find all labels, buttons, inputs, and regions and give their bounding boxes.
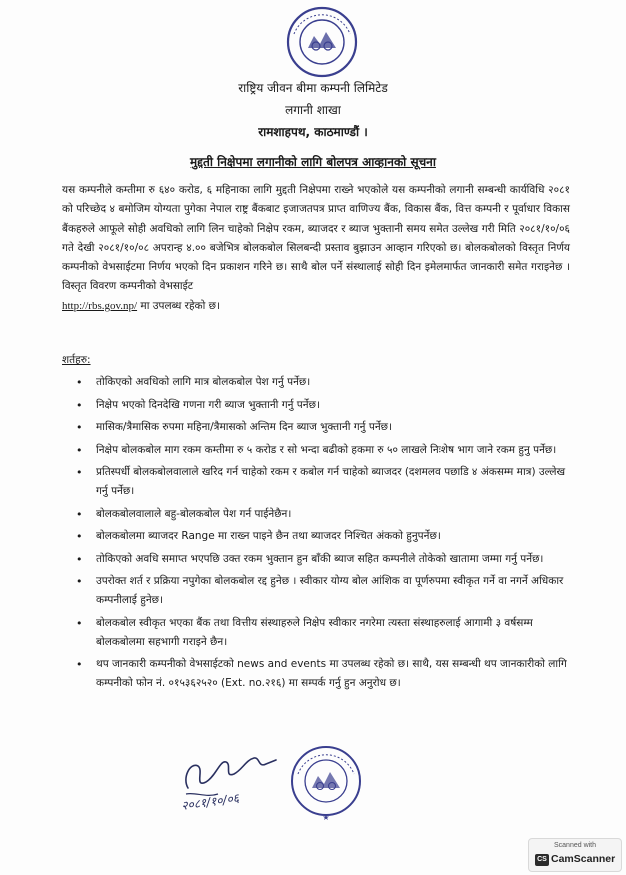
condition-item: • तोकिएको अवधि समाप्त भएपछि उक्त रकम भुक्तान हुन बाँकी ब्याज सहित कम्पनीले तोकेको खातामा जम्मा गर्नु पर्नेछ। xyxy=(72,550,572,569)
bullet-icon: • xyxy=(76,552,83,566)
conditions-list xyxy=(72,373,572,697)
condition-item: • मासिक/त्रैमासिक रुपमा महिना/त्रैमासको अन्तिम दिन ब्याज भुक्तानी गर्नु पर्नेछ। xyxy=(72,418,572,437)
notice-body xyxy=(62,181,570,316)
signature-date: २०८१/१०/०६ xyxy=(180,791,240,813)
notice-title: मुद्दती निक्षेपमा लगानीको लागि बोलपत्र आव्हानको सूचना xyxy=(190,155,436,169)
website-link[interactable]: http://rbs.gov.np/ xyxy=(62,299,138,312)
bullet-icon: • xyxy=(76,530,83,543)
bullet-icon: • xyxy=(76,575,83,588)
notice-body-end: मा उपलब्ध रहेको छ। xyxy=(137,299,221,312)
bullet-icon: • xyxy=(76,616,83,630)
scanner-caption: Scanned with xyxy=(553,842,597,849)
company-seal-icon xyxy=(288,740,364,822)
branch-name: लगानी शाखा xyxy=(285,103,341,117)
bullet-icon: • xyxy=(76,507,83,521)
condition-item: • उपरोक्त शर्त र प्रक्रिया नपुगेका बोलकबोल रद्द हुनेछ । स्वीकार योग्य बोल आंशिक वा पूर्णरुपमा स्वीकृत गर्ने वा नगर्ने अधिकार कम्पनीलाई हुनेछ। xyxy=(72,572,572,610)
condition-item: • तोकिएको अवधिको लागि मात्र बोलकबोल पेश गर्नु पर्नेछ। xyxy=(72,373,572,392)
condition-item: • थप जानकारी कम्पनीको वेभसाईटको news and events मा उपलब्ध रहेको छ। साथै, यस सम्बन्धी थप जानकारीको लागि कम्पनीको फोन नं. ०१५३६२५२० (Ext. no.२१६) मा सम्पर्क गर्नु हुन अनुरोध छ। xyxy=(72,655,572,693)
company-seal-icon xyxy=(280,4,364,80)
signature-icon xyxy=(176,748,286,818)
conditions-title: शर्तहरु: xyxy=(62,354,91,366)
company-address: रामशाहपथ, काठमाण्डौं । xyxy=(258,125,368,139)
condition-item: • बोलकबोल स्वीकृत भएका बैंक तथा वित्तीय संस्थाहरुले निक्षेप स्वीकार नगरेमा त्यस्ता संस्थाहरुलाई आगामी ३ वर्षसम्म बोलकबोलमा सहभागी गराइने छैन। xyxy=(72,614,572,652)
bullet-icon: • xyxy=(76,466,83,479)
notice-body-text: यस कम्पनीले कम्तीमा रु ६४० करोड, ६ महिनाका लागि मुद्दती निक्षेपमा राख्ने भएकोले यस कम्पनीको लगानी सम्बन्धी कार्यविधि २०८१ को परिच्छेद ४ बमोजिम योग्यता पुगेका नेपाल राष्ट्र बैंकबाट इजाजतपत्र प्राप्त वाणिज्य बैंक, विकास बैंक, वित्त कम्पनी र पूर्वाधार विकास बैंकहरुले आफूले सोही अवधिको लागि लिन चाहेको निक्षेप रकम, ब्याजदर र ब्याज भुक्तानी समय समेत उल्लेख गरी मिति २०८१/१०/०६ गते देखी २०८१/१०/०८ अपरान्ह ४.०० बजेभित्र बोलकबोल सिलबन्दी प्रस्ताव बुझाउन आव्हान गरिएको छ। बोलकबोलको विस्तृत निर्णय कम्पनीको वेभसाईटमा निर्णय भएको दिन प्रकाशन गरिने छ। साथै बोल पर्ने संस्थालाई सोही दिन इमेलमार्फत जानकारी समेत गराइनेछ । विस्तृत विवरण कम्पनीको वेभसाईट xyxy=(62,184,570,293)
bullet-icon: • xyxy=(76,376,83,389)
bullet-icon: • xyxy=(76,421,83,434)
camscanner-logo-icon: CS xyxy=(535,854,549,866)
company-name: राष्ट्रिय जीवन बीमा कम्पनी लिमिटेड xyxy=(238,81,388,95)
condition-item: • बोलकबोलवालाले बहु-बोलकबोल पेश गर्न पाईनेछैन। xyxy=(72,505,572,524)
condition-item: • निक्षेप भएको दिनदेखि गणना गरी ब्याज भुक्तानी गर्नु पर्नेछ। xyxy=(72,396,572,415)
condition-item: • बोलकबोलमा ब्याजदर Range मा राख्न पाइने छैन तथा ब्याजदर निश्चित अंकको हुनुपर्नेछ। xyxy=(72,527,572,546)
scanner-brand: CamScanner xyxy=(551,853,616,865)
bullet-icon: • xyxy=(76,398,83,412)
condition-item: • निक्षेप बोलकबोल माग रकम कम्तीमा रु ५ करोड र सो भन्दा बढीको हकमा रु ५० लाखले निःशेष भाग जाने रकम हुनु पर्नेछ। xyxy=(72,441,572,460)
bullet-icon: • xyxy=(76,443,83,457)
svg-text:★: ★ xyxy=(322,813,330,822)
condition-item: • प्रतिस्पर्धी बोलकबोलवालाले खरिद गर्न चाहेको रकम र कबोल गर्न चाहेको ब्याजदर (दशमलव पछाडि ४ अंकसम्म मात्र) उल्लेख गर्नु पर्नेछ। xyxy=(72,463,572,501)
camscanner-badge xyxy=(528,838,622,872)
bullet-icon: • xyxy=(76,658,83,671)
